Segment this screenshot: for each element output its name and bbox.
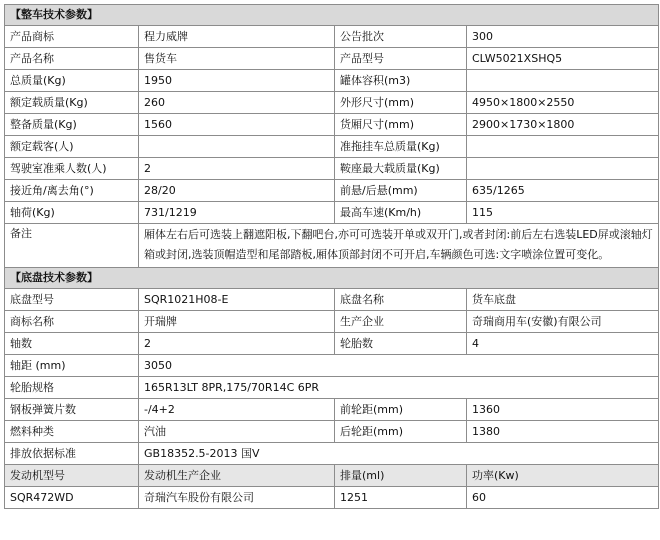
table-row: [5, 70, 659, 92]
field-value: 1360: [467, 399, 659, 421]
field-label: 公告批次: [335, 26, 467, 48]
table-row: [5, 289, 659, 311]
field-value: CLW5021XSHQ5: [467, 48, 659, 70]
field-label: 产品名称: [5, 48, 139, 70]
field-value: 635/1265: [467, 180, 659, 202]
field-label: 生产企业: [335, 311, 467, 333]
field-value: 300: [467, 26, 659, 48]
field-value: 731/1219: [139, 202, 335, 224]
field-value: 2900×1730×1800: [467, 114, 659, 136]
field-value: 奇瑞商用车(安徽)有限公司: [467, 311, 659, 333]
field-label: 轮胎规格: [5, 377, 139, 399]
field-value: [139, 136, 335, 158]
field-value: 115: [467, 202, 659, 224]
spec-table: [4, 4, 659, 509]
field-value: SQR472WD: [5, 487, 139, 509]
table-row: [5, 136, 659, 158]
field-label: 整备质量(Kg): [5, 114, 139, 136]
field-value: 1560: [139, 114, 335, 136]
field-value: 3050: [139, 355, 659, 377]
field-label: 钢板弹簧片数: [5, 399, 139, 421]
table-row: [5, 180, 659, 202]
section-header-chassis: [5, 268, 659, 289]
field-value: [467, 158, 659, 180]
field-value: [467, 136, 659, 158]
table-row: [5, 114, 659, 136]
field-label: 额定载客(人): [5, 136, 139, 158]
field-label: 商标名称: [5, 311, 139, 333]
section-title: 【底盘技术参数】: [5, 268, 659, 289]
field-value: 2: [139, 158, 335, 180]
section-title: 【整车技术参数】: [5, 5, 659, 26]
remarks-text: 厢体左右后可选装上翻遮阳板,下翻吧台,亦可可选装开单或双开门,或者封闭:前后左右选装LED屏或滚轴灯箱或封闭,选装顶帽造型和尾部踏板,厢体顶部封闭不可开启,车辆颜色可选:文字喷涂位置可变化。: [139, 224, 659, 268]
field-value: 奇瑞汽车股份有限公司: [139, 487, 335, 509]
field-value: 货车底盘: [467, 289, 659, 311]
table-row: [5, 26, 659, 48]
field-value: [467, 70, 659, 92]
field-label: 后轮距(mm): [335, 421, 467, 443]
field-value: 1950: [139, 70, 335, 92]
field-value: 165R13LT 8PR,175/70R14C 6PR: [139, 377, 659, 399]
field-value: SQR1021H08-E: [139, 289, 335, 311]
field-value: 60: [467, 487, 659, 509]
field-value: 28/20: [139, 180, 335, 202]
field-label: 罐体容积(m3): [335, 70, 467, 92]
table-row: [5, 92, 659, 114]
field-label: 驾驶室准乘人数(人): [5, 158, 139, 180]
engine-header-row: [5, 465, 659, 487]
field-value: 售货车: [139, 48, 335, 70]
field-value: 1251: [335, 487, 467, 509]
column-header: 功率(Kw): [467, 465, 659, 487]
remarks-row: [5, 224, 659, 268]
table-row: [5, 311, 659, 333]
field-label: 总质量(Kg): [5, 70, 139, 92]
field-label: 最高车速(Km/h): [335, 202, 467, 224]
field-value: 260: [139, 92, 335, 114]
table-row: [5, 355, 659, 377]
field-value: GB18352.5-2013 国V: [139, 443, 659, 465]
column-header: 发动机生产企业: [139, 465, 335, 487]
table-row: [5, 333, 659, 355]
field-label: 鞍座最大载质量(Kg): [335, 158, 467, 180]
table-row: [5, 48, 659, 70]
field-value: 2: [139, 333, 335, 355]
field-value: 程力威牌: [139, 26, 335, 48]
field-label: 燃料种类: [5, 421, 139, 443]
field-label: 轴距 (mm): [5, 355, 139, 377]
table-row: [5, 443, 659, 465]
table-row: [5, 158, 659, 180]
field-value: 4: [467, 333, 659, 355]
field-label: 轮胎数: [335, 333, 467, 355]
table-row: [5, 377, 659, 399]
field-label: 轴数: [5, 333, 139, 355]
field-label: 准拖挂车总质量(Kg): [335, 136, 467, 158]
remarks-label: 备注: [5, 224, 139, 268]
field-label: 产品商标: [5, 26, 139, 48]
field-label: 排放依据标准: [5, 443, 139, 465]
table-row: [5, 202, 659, 224]
field-label: 前悬/后悬(mm): [335, 180, 467, 202]
table-row: [5, 421, 659, 443]
engine-row: [5, 487, 659, 509]
table-row: [5, 399, 659, 421]
field-label: 接近角/离去角(°): [5, 180, 139, 202]
column-header: 排量(ml): [335, 465, 467, 487]
section-header-vehicle: [5, 5, 659, 26]
field-label: 前轮距(mm): [335, 399, 467, 421]
field-label: 底盘名称: [335, 289, 467, 311]
field-value: 1380: [467, 421, 659, 443]
field-value: 汽油: [139, 421, 335, 443]
field-label: 额定载质量(Kg): [5, 92, 139, 114]
column-header: 发动机型号: [5, 465, 139, 487]
field-label: 轴荷(Kg): [5, 202, 139, 224]
field-label: 外形尺寸(mm): [335, 92, 467, 114]
field-label: 产品型号: [335, 48, 467, 70]
field-value: 4950×1800×2550: [467, 92, 659, 114]
field-label: 底盘型号: [5, 289, 139, 311]
field-label: 货厢尺寸(mm): [335, 114, 467, 136]
field-value: 开瑞牌: [139, 311, 335, 333]
field-value: -/4+2: [139, 399, 335, 421]
